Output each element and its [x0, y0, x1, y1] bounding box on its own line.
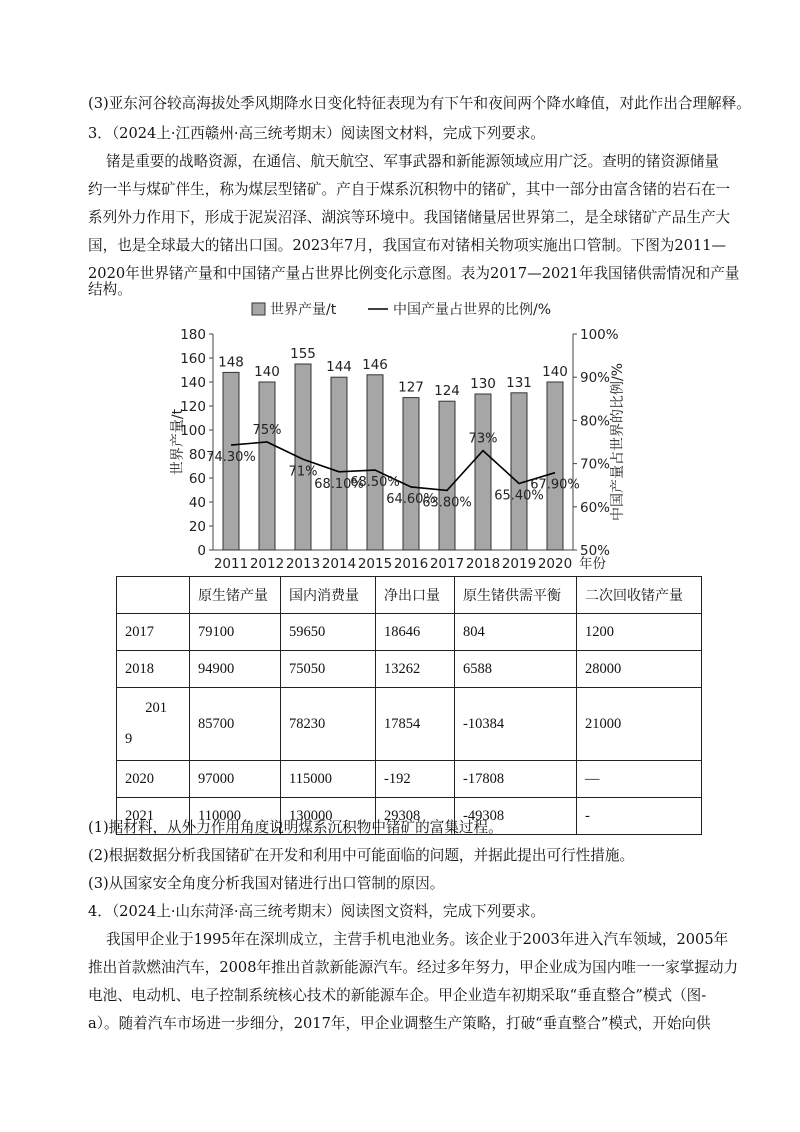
material-4-line-1: 我国甲企业于1995年在深圳成立，主营手机电池业务。该企业于2003年进入汽车领域，2005年 — [106, 931, 729, 948]
table-cell: 28000 — [577, 651, 702, 688]
y2-tick-label: 70% — [580, 456, 611, 473]
y-tick-label: 80 — [188, 447, 206, 463]
material-line-5: 2020年世界锗产量和中国锗产量占世界比例变化示意图。表为2017—2021年我国锗供需情况和产量 — [88, 265, 740, 282]
y-tick-label: 160 — [180, 351, 206, 367]
x-tick-label: 2012 — [249, 556, 285, 572]
bar — [475, 394, 491, 550]
legend-label: 中国产量占世界的比例/% — [393, 302, 552, 318]
material-line-6: 结构。 — [88, 281, 132, 298]
line-value-label: 68.50% — [350, 475, 400, 491]
table-header-cell: 原生锗供需平衡 — [455, 577, 577, 614]
table-cell: 130000 — [281, 798, 376, 835]
table-cell: 85700 — [190, 688, 281, 761]
table-cell: 2018 — [117, 651, 190, 688]
line-value-label: 71% — [288, 464, 318, 480]
bar-value-label: 124 — [434, 383, 460, 400]
bar-value-label: 130 — [470, 376, 496, 392]
y-tick-label: 120 — [180, 399, 206, 415]
table-cell: 17854 — [376, 688, 455, 761]
y-tick-label: 20 — [188, 519, 206, 535]
line-value-label: 63.80% — [422, 495, 472, 511]
bar — [547, 382, 563, 550]
table-row — [117, 761, 702, 798]
germanium-production-chart — [160, 296, 660, 574]
line-value-label: 74.30% — [206, 450, 256, 466]
table-cell: 18646 — [376, 614, 455, 651]
material-4-line-4: a）。随着汽车市场进一步细分，2017年，甲企业调整生产策略，打破“垂直整合”模式，开始向供 — [88, 1015, 711, 1032]
table-header-cell: 国内消费量 — [281, 577, 376, 614]
material-4-line-2: 推出首款燃油汽车，2008年推出首款新能源汽车。经过多年努力，甲企业成为国内唯一一家掌握动力 — [88, 959, 739, 976]
table-cell: 75050 — [281, 651, 376, 688]
line-value-label: 73% — [468, 431, 498, 447]
sub-question-3: (3)从国家安全角度分析我国对锗进行出口管制的原因。 — [88, 875, 445, 892]
y-tick-label: 0 — [197, 543, 206, 559]
table-cell: 21000 — [577, 688, 702, 761]
bar — [367, 375, 383, 550]
table-cell: 1200 — [577, 614, 702, 651]
x-tick-label: 2014 — [321, 556, 357, 572]
legend-label: 世界产量/t — [270, 302, 337, 318]
question-3-heading: 3．（2024上·江西赣州·高三统考期末）阅读图文材料，完成下列要求。 — [88, 125, 546, 142]
table-cell — [117, 688, 190, 761]
bar-value-label: 140 — [254, 364, 280, 380]
y2-tick-label: 80% — [580, 413, 611, 430]
y-axis-title: 世界产量/t — [170, 408, 186, 476]
bar — [331, 377, 347, 550]
table-cell: 2017 — [117, 614, 190, 651]
y-tick-label: 60 — [188, 471, 206, 487]
x-tick-label: 2017 — [429, 556, 465, 572]
x-tick-label: 2018 — [465, 556, 501, 572]
table-cell: — — [577, 761, 702, 798]
material-line-2: 约一半与煤矿伴生，称为煤层型锗矿。产自于煤系沉积物中的锗矿，其中一部分由富含锗的岩石在一 — [88, 181, 731, 198]
table-cell: - — [577, 798, 702, 835]
table-cell: 78230 — [281, 688, 376, 761]
x-tick-label: 2015 — [357, 556, 393, 572]
table-row — [117, 614, 702, 651]
table-cell: 115000 — [281, 761, 376, 798]
germanium-supply-table — [116, 576, 702, 835]
bar — [439, 401, 455, 550]
sub-question-2: (2)根据数据分析我国锗矿在开发和利用中可能面临的问题，并据此提出可行性措施。 — [88, 847, 635, 864]
bar — [403, 398, 419, 550]
table-cell-text: 9 — [125, 731, 133, 747]
table-cell: 2020 — [117, 761, 190, 798]
y2-tick-label: 90% — [580, 370, 611, 387]
table-cell: 97000 — [190, 761, 281, 798]
x-tick-label: 2013 — [285, 556, 321, 572]
bar-value-label: 131 — [506, 374, 532, 391]
question-4-heading: 4．（2024上·山东菏泽·高三统考期末）阅读图文资料，完成下列要求。 — [88, 903, 546, 920]
x-tick-label: 2020 — [537, 556, 573, 572]
y-tick-label: 180 — [180, 327, 206, 343]
y-tick-label: 40 — [188, 495, 206, 511]
y2-tick-label: 60% — [580, 499, 611, 516]
table-cell: 110000 — [190, 798, 281, 835]
x-tick-label: 2019 — [501, 556, 537, 572]
bar-value-label: 144 — [326, 359, 352, 376]
bar-value-label: 140 — [542, 364, 568, 380]
y-tick-label: 140 — [180, 375, 206, 391]
y2-tick-label: 50% — [580, 543, 611, 559]
table-cell: 6588 — [455, 651, 577, 688]
table-cell: -192 — [376, 761, 455, 798]
bar-value-label: 148 — [218, 354, 244, 371]
table-header-cell: 净出口量 — [376, 577, 455, 614]
line-value-label: 65.40% — [494, 488, 544, 504]
y2-tick-label: 100% — [580, 327, 619, 343]
table-cell-text: 201 — [145, 700, 167, 716]
table-cell: 59650 — [281, 614, 376, 651]
y2-axis-title: 中国产量占世界的比例/% — [610, 362, 626, 522]
table-cell: 29308 — [376, 798, 455, 835]
table-cell: -17808 — [455, 761, 577, 798]
x-tick-label: 2016 — [393, 556, 429, 572]
table-cell: 94900 — [190, 651, 281, 688]
bar-value-label: 127 — [398, 379, 424, 396]
table-cell: 13262 — [376, 651, 455, 688]
bar — [511, 393, 527, 550]
x-tick-label: 2011 — [213, 556, 249, 572]
material-line-3: 系列外力作用下，形成于泥炭沼泽、湖滨等环境中。我国锗储量居世界第二，是全球锗矿产品生产大 — [88, 209, 731, 226]
line-value-label: 67.90% — [530, 477, 580, 493]
bar — [259, 382, 275, 550]
line-value-label: 68.10% — [314, 476, 364, 492]
sub-question-1: (1)据材料，从外力作用角度说明煤系沉积物中锗矿的富集过程。 — [88, 819, 503, 836]
table-header-row — [117, 577, 702, 614]
table-header-cell: 二次回收锗产量 — [577, 577, 702, 614]
line-value-label: 75% — [252, 423, 282, 438]
material-line-4: 国，也是全球最大的锗出口国。2023年7月，我国宣布对锗相关物项实施出口管制。下图为2011— — [88, 237, 727, 254]
table-cell: 2021 — [117, 798, 190, 835]
table-header-cell: 原生锗产量 — [190, 577, 281, 614]
material-line-1: 锗是重要的战略资源，在通信、航天航空、军事武器和新能源领域应用广泛。查明的锗资源储量 — [106, 153, 719, 170]
legend-bar-swatch — [252, 303, 265, 315]
y-tick-label: 100 — [180, 423, 206, 439]
table-row — [117, 688, 702, 761]
material-4-line-3: 电池、电动机、电子控制系统核心技术的新能源车企。甲企业造车初期采取“垂直整合”模式（图- — [88, 987, 707, 1004]
line-value-label: 64.60% — [386, 491, 436, 507]
question-part-3-text: (3)亚东河谷较高海拔处季风期降水日变化特征表现为有下午和夜间两个降水峰值，对此作出合理解释。 — [88, 95, 751, 112]
table-cell: -10384 — [455, 688, 577, 761]
table-header-cell — [117, 577, 190, 614]
x-axis-unit: 年份 — [579, 556, 606, 572]
table-cell: 79100 — [190, 614, 281, 651]
bar-value-label: 155 — [290, 346, 316, 362]
table-cell: 804 — [455, 614, 577, 651]
table-row — [117, 651, 702, 688]
table-cell: -49308 — [455, 798, 577, 835]
bar-value-label: 146 — [362, 356, 388, 373]
